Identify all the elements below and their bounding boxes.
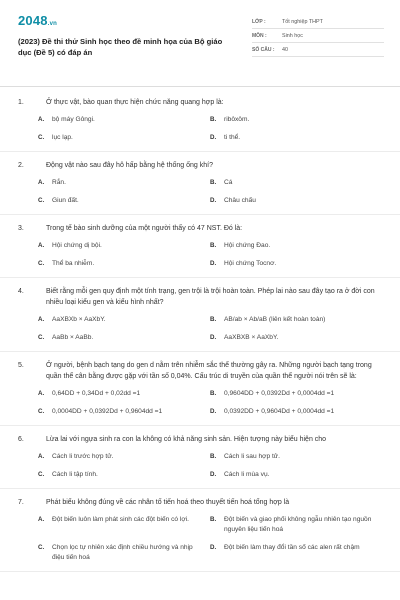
meta-value: 40 [282,46,288,53]
option-letter: D. [210,408,217,415]
question-divider [0,351,400,352]
option-letter: C. [38,134,45,141]
answer-option-a[interactable] [38,389,210,399]
option-letter: B. [210,179,217,186]
option-letter: A. [38,116,45,123]
option-text: ribôxôm. [224,116,250,123]
option-text: Châu chấu [224,197,256,204]
option-letter: A. [38,390,45,397]
option-letter: B. [210,116,217,123]
answer-options [18,241,384,269]
question-divider [0,425,400,426]
question-divider [0,571,400,572]
meta-label: LỚP : [252,18,266,25]
answer-option-a[interactable] [38,515,210,535]
option-letter: A. [38,453,45,460]
option-letter: C. [38,408,45,415]
question-divider [0,214,400,215]
question-stem [18,286,384,308]
option-text: Thể ba nhiễm. [52,260,95,267]
question-text: Động vật nào sau đây hô hấp bằng hệ thống ống khí? [46,162,213,169]
document-title: (2023) Đề thi thử Sinh học theo đề minh họa của Bộ giáo dục (Đề 5) có đáp án [18,37,223,57]
meta-row-count [252,43,384,57]
answer-option-c[interactable] [38,407,210,417]
question-number: 3. [18,225,24,232]
option-text: lục lạp. [52,134,73,141]
meta-value: Sinh học [282,32,303,39]
meta-label: SỐ CÂU : [252,46,275,53]
answer-options [18,178,384,206]
option-text: Giun đất. [52,197,79,204]
document-header [18,14,384,72]
option-text: AaBb × AaBb. [52,334,94,341]
option-letter: D. [210,334,217,341]
answer-option-c[interactable] [38,543,210,563]
option-letter: A. [38,316,45,323]
answer-option-a[interactable] [38,315,210,325]
option-letter: A. [38,242,45,249]
question-stem [18,97,384,108]
answer-option-a[interactable] [38,452,210,462]
answer-option-b[interactable] [210,315,384,325]
answer-option-a[interactable] [38,241,210,251]
option-text: AaXBXb × AaXbY. [52,316,106,323]
answer-option-d[interactable] [210,133,384,143]
answer-options [18,115,384,143]
question-text: Trong tế bào sinh dưỡng của một người thấy có 47 NST. Đó là: [46,225,243,232]
option-letter: B. [210,242,217,249]
option-letter: D. [210,544,217,551]
answer-options [18,389,384,417]
question-number: 7. [18,499,24,506]
meta-value: Tốt nghiệp THPT [282,18,323,25]
question-2 [18,160,384,206]
question-stem [18,497,384,508]
option-text: Đột biến làm thay đổi tần số các alen rất chậm [224,544,360,551]
option-letter: B. [210,453,217,460]
answer-option-c[interactable] [38,259,210,269]
logo-suffix: .vn [47,21,58,27]
option-text: Hội chứng Đao. [224,242,271,249]
answer-option-d[interactable] [210,407,384,417]
option-letter: D. [210,197,217,204]
question-text: Ở người, bệnh bạch tạng do gen d nằm trên nhiễm sắc thể thường gây ra. Những người bạch tạng trong quần thể cân bằng được gặp với tần số 0,04%. Cấu trúc di truyền của quần thể người nói trên sẽ là: [46,362,372,380]
meta-row-subject [252,29,384,43]
option-text: ti thể. [224,134,241,141]
answer-option-d[interactable] [210,543,384,563]
question-divider [0,277,400,278]
logo-text: 2048 [18,13,48,28]
option-text: Cách li tập tính. [52,471,98,478]
question-6 [18,434,384,480]
question-text: Phát biểu không đúng về các nhân tố tiến hoá theo thuyết tiến hoá tổng hợp là [46,499,290,506]
option-text: Chọn lọc tự nhiên xác định chiều hướng và nhịp điệu tiến hoá [52,544,193,561]
question-number: 4. [18,288,24,295]
meta-label: MÔN : [252,32,267,39]
question-text: Biết rằng mỗi gen quy định một tính trạng, gen trội là trội hoàn toàn. Phép lai nào sau đây tạo ra ở đời con nhiều loại kiểu gen và kiểu hình nhất? [46,288,375,306]
answer-options [18,315,384,343]
option-text: Rắn. [52,179,66,186]
question-stem [18,160,384,171]
option-text: 0,0392DD + 0,9604Dd + 0,0004dd =1 [224,408,335,415]
option-text: bộ máy Gôngi. [52,116,95,123]
option-text: 0,9604DD + 0,0392Dd + 0,0004dd =1 [224,390,335,397]
question-stem [18,360,384,382]
option-letter: B. [210,390,217,397]
header-left [18,14,228,72]
option-letter: B. [210,316,217,323]
site-logo[interactable] [18,14,228,31]
question-number: 5. [18,362,24,369]
answer-option-d[interactable] [210,196,384,206]
question-divider [0,151,400,152]
question-number: 1. [18,99,24,106]
question-list [18,97,384,572]
question-text: Lừa lai với ngựa sinh ra con la không có khả năng sinh sản. Hiện tượng này biểu hiện cho [46,436,327,443]
option-letter: D. [210,134,217,141]
question-divider [0,488,400,489]
answer-option-c[interactable] [38,333,210,343]
option-letter: A. [38,516,45,523]
option-letter: B. [210,516,217,523]
option-text: Cá [224,179,233,186]
question-1 [18,97,384,143]
option-letter: C. [38,197,45,204]
answer-option-d[interactable] [210,333,384,343]
question-3 [18,223,384,269]
question-stem [18,223,384,234]
answer-option-d[interactable] [210,470,384,480]
question-number: 2. [18,162,24,169]
header-divider [0,86,400,87]
answer-option-b[interactable] [210,115,384,125]
question-5 [18,360,384,417]
answer-option-c[interactable] [38,470,210,480]
option-text: Cách li trước hợp tử. [52,453,114,460]
question-number: 6. [18,436,24,443]
answer-options [18,452,384,480]
option-text: Hội chứng Tocnơ. [224,260,277,267]
option-text: Đột biến và giao phối không ngẫu nhiên tạo nguồn nguyên liệu tiến hoá [224,516,372,533]
answer-option-d[interactable] [210,259,384,269]
answer-option-b[interactable] [210,389,384,399]
option-letter: D. [210,260,217,267]
question-4 [18,286,384,343]
option-text: Cách li mùa vụ. [224,471,270,478]
answer-option-c[interactable] [38,196,210,206]
document-meta [252,15,384,72]
option-text: Cách li sau hợp tử. [224,453,281,460]
question-stem [18,434,384,445]
option-text: 0,64DD + 0,34Dd + 0,02dd =1 [52,390,141,397]
answer-option-a[interactable] [38,178,210,188]
answer-options [18,515,384,563]
option-letter: C. [38,260,45,267]
option-text: 0,0004DD + 0,0392Dd + 0,9604dd =1 [52,408,163,415]
answer-option-b[interactable] [210,515,384,535]
answer-option-b[interactable] [210,178,384,188]
meta-row-class [252,15,384,29]
answer-option-a[interactable] [38,115,210,125]
answer-option-c[interactable] [38,133,210,143]
option-text: Hội chứng dị bội. [52,242,102,249]
option-text: AB/ab × Ab/aB (liên kết hoàn toàn) [224,316,326,323]
option-letter: C. [38,544,45,551]
answer-option-b[interactable] [210,452,384,462]
option-letter: C. [38,334,45,341]
option-letter: D. [210,471,217,478]
option-letter: A. [38,179,45,186]
question-text: Ở thực vật, bào quan thực hiện chức năng quang hợp là: [46,99,224,106]
answer-option-b[interactable] [210,241,384,251]
option-letter: C. [38,471,45,478]
option-text: Đột biến luôn làm phát sinh các đột biến có lợi. [52,516,190,523]
option-text: AaXBXB × AaXbY. [224,334,279,341]
question-7 [18,497,384,563]
